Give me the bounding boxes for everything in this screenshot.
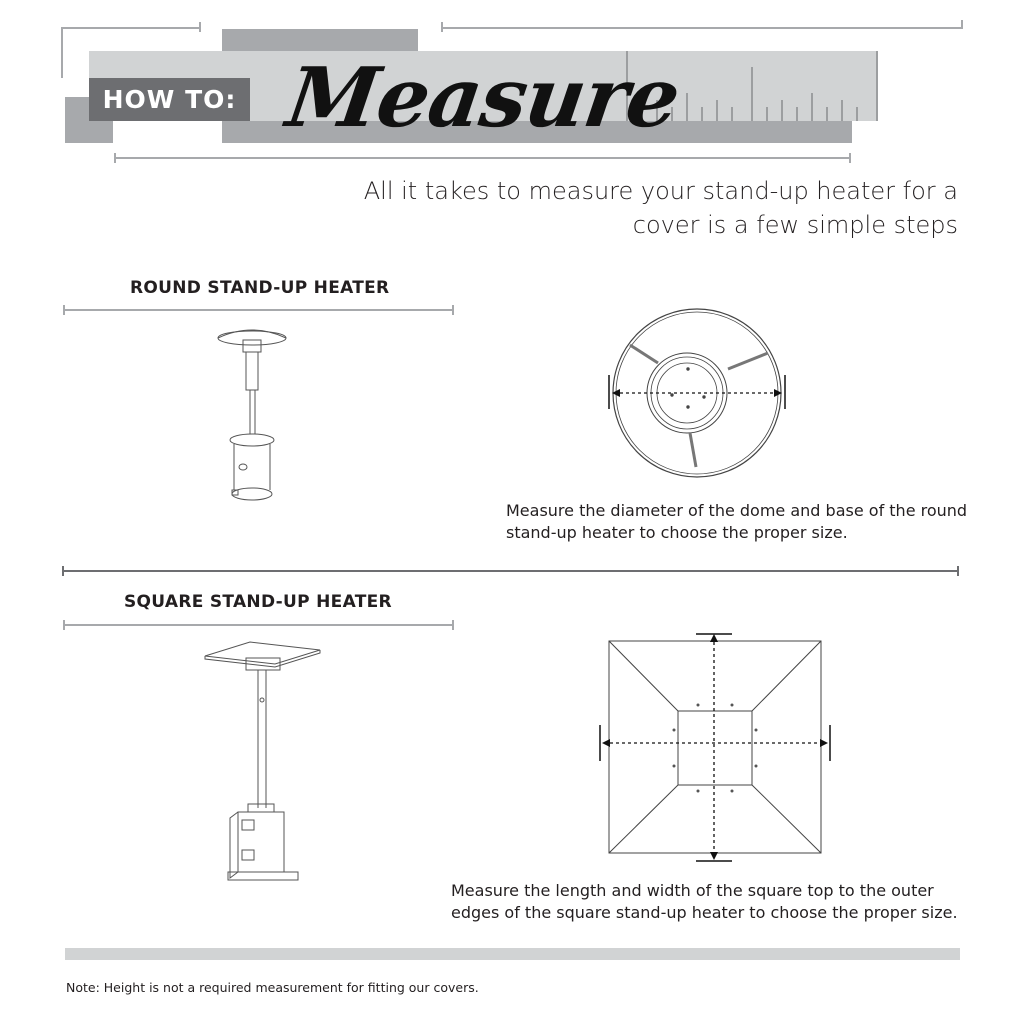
round-description-line-1: Measure the diameter of the dome and base of the round	[506, 501, 968, 520]
square-description-line-2: edges of the square stand-up heater to choose the proper size.	[451, 903, 958, 922]
footer-bar	[65, 948, 960, 960]
subtitle-line-1: All it takes to measure your stand-up heater for a	[363, 177, 958, 205]
length-arrow	[696, 634, 732, 861]
corner-line-right	[442, 20, 962, 28]
footer-note: Note: Height is not a required measurement for fitting our covers.	[66, 980, 479, 995]
round-description	[506, 500, 967, 544]
square-center-plate	[678, 711, 752, 785]
width-arrow	[600, 725, 830, 761]
round-heater-illustration	[210, 322, 300, 507]
square-section-title: SQUARE STAND-UP HEATER	[124, 592, 392, 612]
round-title-rule	[60, 303, 460, 317]
square-heater-illustration	[200, 636, 330, 886]
round-top-view-diagram	[600, 305, 800, 485]
square-description-line-1: Measure the length and width of the square top to the outer	[451, 881, 934, 900]
section-divider	[60, 565, 964, 577]
how-to-badge: HOW TO:	[89, 78, 250, 121]
round-description-line-2: stand-up heater to choose the proper size.	[506, 523, 848, 542]
square-description	[451, 880, 958, 924]
diameter-arrow	[609, 375, 785, 409]
square-title-rule	[60, 618, 460, 632]
subtitle	[338, 174, 958, 242]
subtitle-line-2: cover is a few simple steps	[632, 211, 958, 239]
page-title: Measure	[281, 50, 685, 146]
square-top-view-diagram	[590, 630, 840, 866]
round-section-title: ROUND STAND-UP HEATER	[130, 278, 390, 298]
